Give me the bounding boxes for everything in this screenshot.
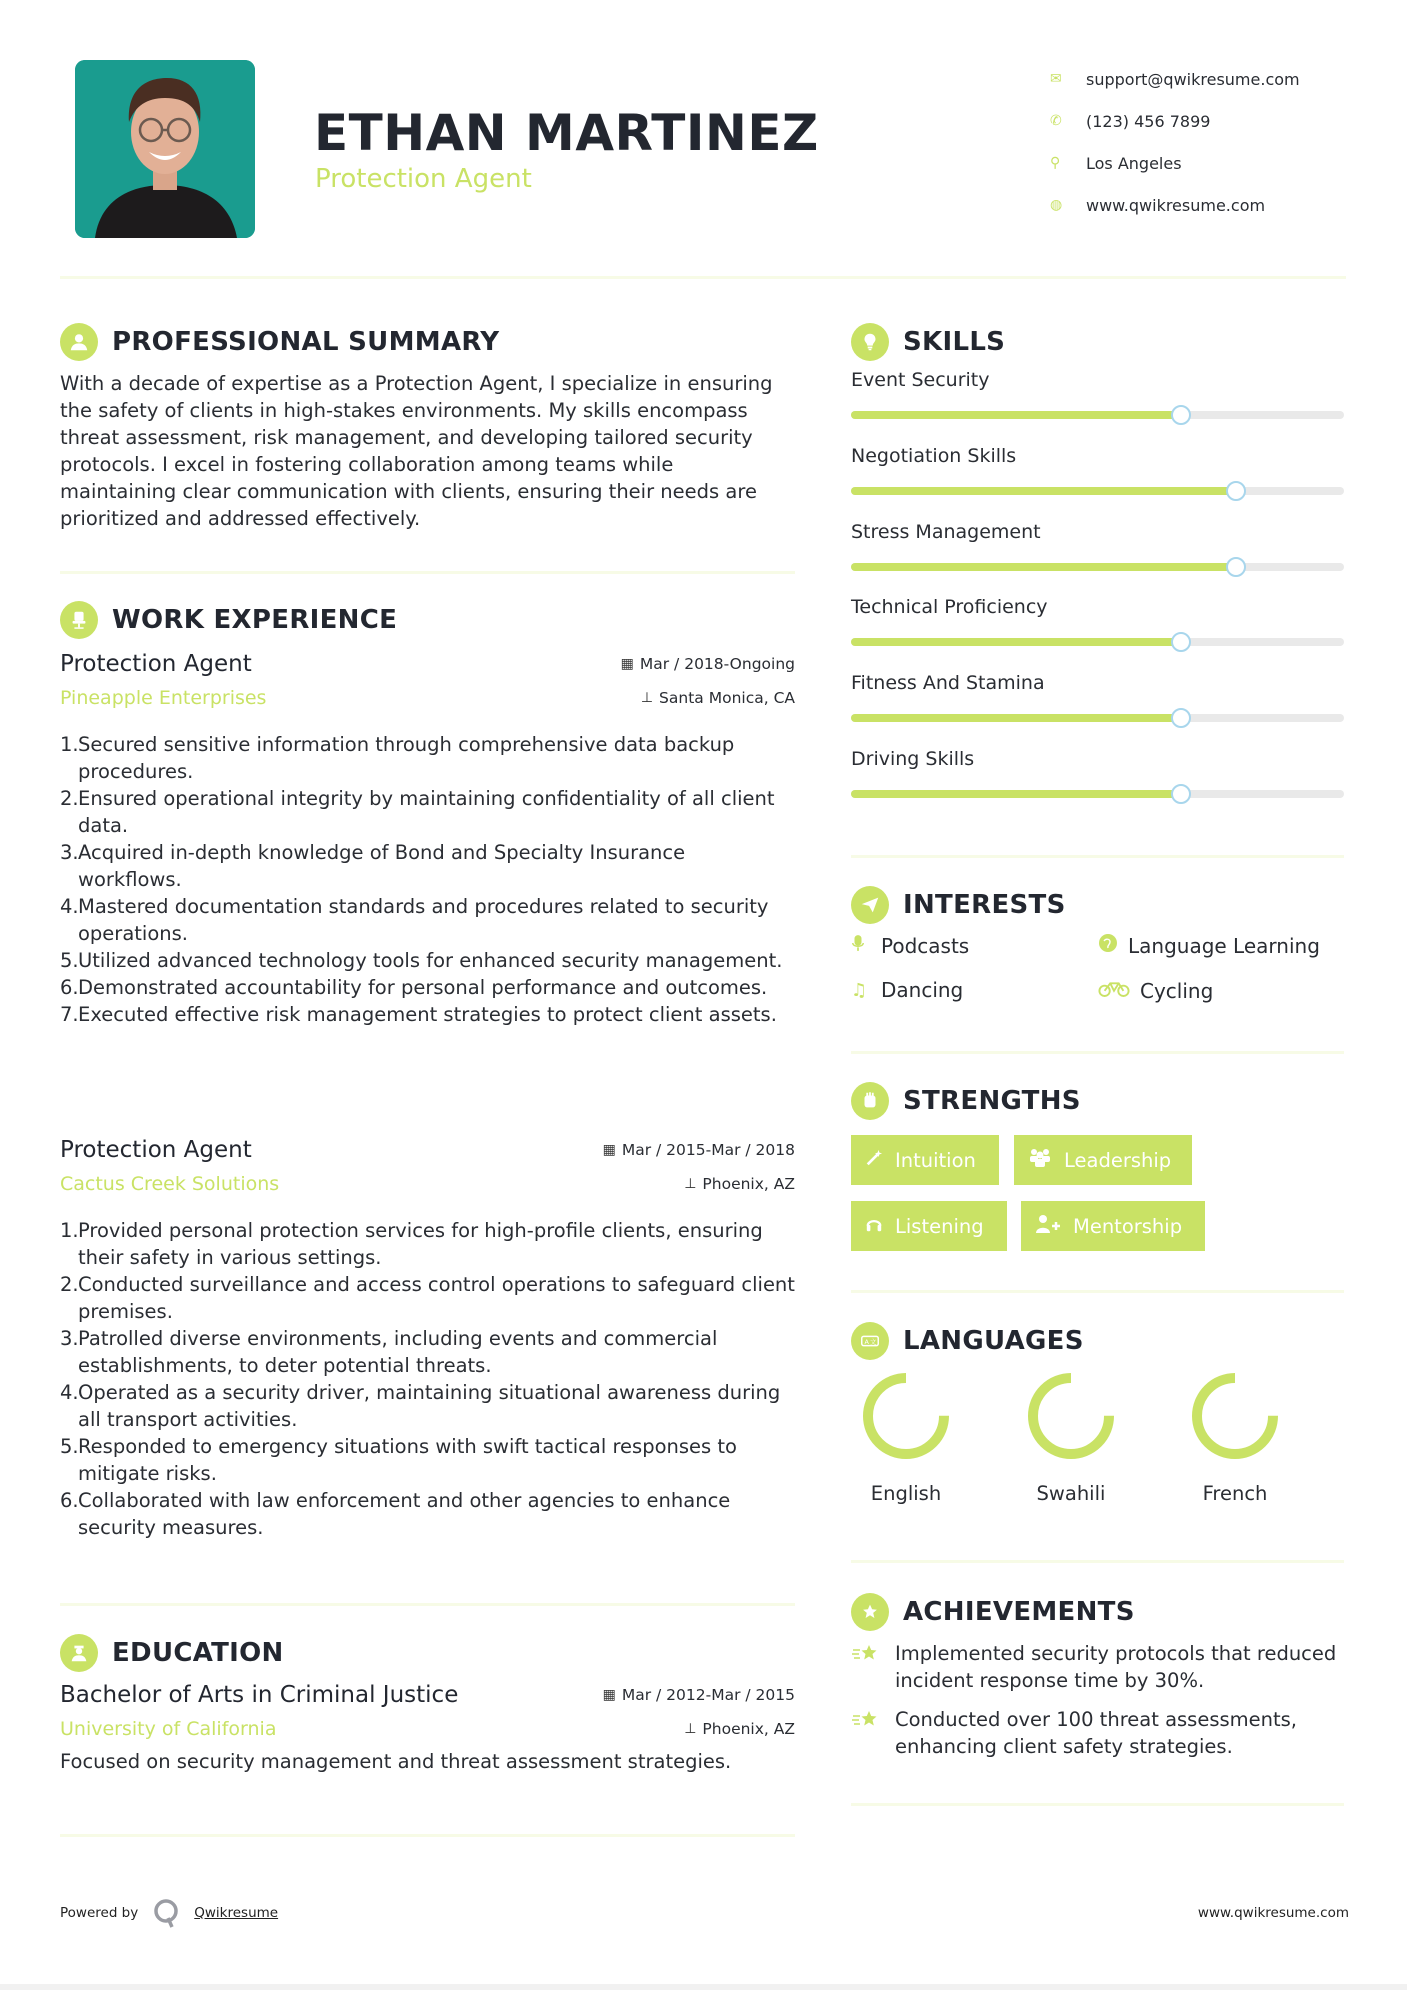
list-item: Ensured operational integrity by maintaining confidentiality of all client data. bbox=[78, 787, 775, 837]
skill-item bbox=[851, 521, 1344, 571]
section-divider bbox=[60, 1603, 795, 1606]
calendar-icon: ▦ bbox=[602, 1687, 616, 1703]
pushpin-icon: ⊥ bbox=[684, 1721, 697, 1737]
qwikresume-link[interactable]: Qwikresume bbox=[194, 1905, 279, 1921]
skill-slider[interactable] bbox=[851, 411, 1344, 419]
education-location bbox=[684, 1720, 795, 1738]
footer-website-link[interactable]: www.qwikresume.com bbox=[1197, 1905, 1349, 1921]
contact-website-text: www.qwikresume.com bbox=[1086, 195, 1266, 215]
education-description: Focused on security management and threat assessment strategies. bbox=[60, 1750, 732, 1773]
list-item: Acquired in-depth knowledge of Bond and Specialty Insurance workflows. bbox=[78, 841, 686, 891]
list-item: Conducted surveillance and access control operations to safeguard client premises. bbox=[78, 1273, 795, 1323]
language-progress-ring bbox=[860, 1370, 952, 1462]
skill-label: Fitness And Stamina bbox=[851, 672, 1045, 694]
contact-phone[interactable] bbox=[1050, 100, 1390, 142]
section-title: PROFESSIONAL SUMMARY bbox=[112, 327, 500, 357]
music-note-icon: ♫ bbox=[851, 979, 868, 1001]
skill-item bbox=[851, 369, 1344, 419]
user-plus-icon bbox=[1035, 1214, 1061, 1239]
skill-slider[interactable] bbox=[851, 714, 1344, 722]
paper-plane-icon bbox=[851, 886, 889, 924]
interest-label: Cycling bbox=[1140, 978, 1214, 1003]
shooting-star-icon bbox=[851, 1640, 895, 1694]
language-item bbox=[846, 1370, 966, 1505]
interest-item bbox=[851, 978, 963, 1002]
shooting-star-icon bbox=[851, 1706, 895, 1760]
microphone-icon bbox=[851, 933, 881, 958]
list-item: Utilized advanced technology tools for enhanced security management. bbox=[78, 949, 783, 972]
section-divider bbox=[851, 1803, 1344, 1806]
section-heading-achievements bbox=[851, 1593, 1135, 1631]
qwikresume-logo-icon bbox=[152, 1898, 180, 1928]
powered-by-text: Powered by bbox=[60, 1905, 139, 1921]
contact-location bbox=[1050, 142, 1390, 184]
education-dates bbox=[603, 1686, 795, 1704]
job-dates bbox=[621, 655, 795, 673]
skill-slider[interactable] bbox=[851, 487, 1344, 495]
section-title: EDUCATION bbox=[112, 1638, 284, 1668]
strength-chip bbox=[851, 1135, 999, 1185]
contact-website[interactable] bbox=[1050, 184, 1390, 226]
section-title: LANGUAGES bbox=[903, 1326, 1084, 1356]
job-entry bbox=[60, 647, 795, 1028]
skill-fill bbox=[851, 638, 1181, 646]
contact-email[interactable] bbox=[1050, 58, 1390, 100]
interest-item bbox=[851, 933, 969, 958]
language-progress-ring bbox=[1189, 1370, 1281, 1462]
job-location-text: Phoenix, AZ bbox=[702, 1175, 795, 1193]
section-divider bbox=[851, 1290, 1344, 1293]
footer-powered-by bbox=[60, 1898, 278, 1928]
candidate-name: ETHAN MARTINEZ bbox=[314, 104, 819, 162]
skill-fill bbox=[851, 411, 1181, 419]
skill-slider[interactable] bbox=[851, 563, 1344, 571]
list-item: Responded to emergency situations with swift tactical responses to mitigate risks. bbox=[78, 1435, 737, 1485]
list-item: Secured sensitive information through comprehensive data backup procedures. bbox=[78, 733, 735, 783]
phone-icon: ✆ bbox=[1050, 113, 1062, 129]
job-location-text: Santa Monica, CA bbox=[659, 689, 795, 707]
globe-icon bbox=[1098, 933, 1128, 958]
office-chair-icon bbox=[60, 601, 98, 639]
skill-fill bbox=[851, 714, 1181, 722]
star-badge-icon bbox=[851, 1593, 889, 1631]
job-role: Protection Agent bbox=[60, 1137, 252, 1163]
user-icon bbox=[60, 323, 98, 361]
header-divider bbox=[60, 276, 1346, 279]
interest-label: Podcasts bbox=[881, 933, 970, 958]
section-heading-interests bbox=[851, 886, 1066, 924]
skill-slider-handle[interactable] bbox=[1226, 481, 1246, 501]
headphones-icon bbox=[865, 1215, 883, 1238]
section-heading-skills bbox=[851, 323, 1005, 361]
users-icon bbox=[1028, 1148, 1052, 1173]
skill-slider[interactable] bbox=[851, 790, 1344, 798]
job-role: Protection Agent bbox=[60, 651, 252, 677]
person-photo-icon bbox=[75, 60, 255, 238]
achievement-text: Conducted over 100 threat assessments, enhancing client safety strategies. bbox=[895, 1708, 1298, 1758]
section-heading-education bbox=[60, 1634, 284, 1672]
job-location bbox=[684, 1175, 795, 1193]
job-dates bbox=[603, 1141, 795, 1159]
svg-text:文: 文 bbox=[870, 1337, 877, 1346]
section-title: ACHIEVEMENTS bbox=[903, 1597, 1135, 1627]
section-divider bbox=[851, 1560, 1344, 1563]
skill-fill bbox=[851, 790, 1181, 798]
skill-label: Negotiation Skills bbox=[851, 445, 1017, 467]
education-dates-text: Mar / 2012-Mar / 2015 bbox=[621, 1686, 795, 1704]
list-item: Provided personal protection services for high-profile clients, ensuring their safety in various settings. bbox=[78, 1219, 763, 1269]
language-item bbox=[1011, 1370, 1131, 1505]
pushpin-icon: ⊥ bbox=[684, 1176, 697, 1192]
interest-item bbox=[1098, 933, 1320, 958]
skill-label: Driving Skills bbox=[851, 748, 975, 770]
skill-slider-handle[interactable] bbox=[1171, 632, 1191, 652]
degree: Bachelor of Arts in Criminal Justice bbox=[60, 1682, 459, 1708]
skill-fill bbox=[851, 487, 1236, 495]
skill-slider-handle[interactable] bbox=[1171, 708, 1191, 728]
section-heading-strengths bbox=[851, 1082, 1081, 1120]
job-dates-text: Mar / 2015-Mar / 2018 bbox=[621, 1141, 795, 1159]
list-item: Mastered documentation standards and procedures related to security operations. bbox=[78, 895, 769, 945]
skill-slider[interactable] bbox=[851, 638, 1344, 646]
strength-chip bbox=[851, 1201, 1007, 1251]
calendar-icon: ▦ bbox=[620, 656, 634, 672]
strength-label: Intuition bbox=[895, 1148, 976, 1172]
job-bullets bbox=[60, 731, 795, 1028]
magic-wand-icon bbox=[865, 1149, 883, 1172]
contact-location-text: Los Angeles bbox=[1086, 153, 1182, 173]
skill-slider-handle[interactable] bbox=[1226, 557, 1246, 577]
section-heading-languages bbox=[851, 1322, 1084, 1360]
contact-phone-text: (123) 456 7899 bbox=[1086, 111, 1211, 131]
list-item: Demonstrated accountability for personal performance and outcomes. bbox=[78, 976, 768, 999]
job-dates-text: Mar / 2018-Ongoing bbox=[639, 655, 795, 673]
candidate-title: Protection Agent bbox=[315, 164, 532, 194]
skill-slider-handle[interactable] bbox=[1171, 784, 1191, 804]
interest-item bbox=[1098, 978, 1213, 1003]
svg-text:A: A bbox=[864, 1337, 869, 1346]
education-location-text: Phoenix, AZ bbox=[702, 1720, 795, 1738]
education-entry bbox=[60, 1678, 795, 1773]
section-divider bbox=[60, 1834, 795, 1837]
language-item bbox=[1175, 1370, 1295, 1505]
map-pin-icon: ⚲ bbox=[1050, 155, 1061, 171]
summary-text: With a decade of expertise as a Protection Agent, I specialize in ensuring the safety of clients in high-stakes environments. My skills encompass threat assessment, risk management, and developing tailored security protocols. I excel in fostering collaboration among teams while maintaining clear communication with clients, ensuring their needs are prioritized and addressed effectively. bbox=[60, 372, 773, 530]
lightbulb-icon bbox=[851, 323, 889, 361]
pushpin-icon: ⊥ bbox=[640, 690, 654, 706]
skill-item bbox=[851, 445, 1344, 495]
language-icon bbox=[851, 1322, 889, 1360]
profile-photo bbox=[75, 60, 255, 238]
section-title: WORK EXPERIENCE bbox=[112, 605, 398, 635]
globe-icon: ◍ bbox=[1050, 197, 1063, 213]
skill-item bbox=[851, 596, 1344, 646]
section-title: INTERESTS bbox=[903, 890, 1066, 920]
skill-label: Event Security bbox=[851, 369, 990, 391]
language-label: English bbox=[870, 1482, 942, 1505]
skill-item bbox=[851, 672, 1344, 722]
strength-label: Mentorship bbox=[1073, 1214, 1183, 1238]
skill-slider-handle[interactable] bbox=[1171, 405, 1191, 425]
job-location bbox=[641, 689, 795, 707]
list-item: Executed effective risk management strategies to protect client assets. bbox=[78, 1003, 777, 1026]
envelope-icon: ✉ bbox=[1050, 71, 1062, 87]
bottom-edge bbox=[0, 1984, 1407, 1990]
achievement-item bbox=[851, 1640, 1351, 1694]
strength-label: Leadership bbox=[1064, 1148, 1172, 1172]
interest-label: Dancing bbox=[881, 978, 964, 1002]
skill-item bbox=[851, 748, 1344, 798]
contact-list bbox=[1050, 58, 1390, 226]
achievement-text: Implemented security protocols that reduced incident response time by 30%. bbox=[895, 1642, 1337, 1692]
contact-email-text: support@qwikresume.com bbox=[1086, 69, 1300, 89]
skill-label: Technical Proficiency bbox=[851, 596, 1048, 618]
job-company: Cactus Creek Solutions bbox=[60, 1173, 280, 1195]
section-divider bbox=[851, 1051, 1344, 1054]
fist-icon bbox=[851, 1082, 889, 1120]
achievement-item bbox=[851, 1706, 1351, 1760]
language-label: French bbox=[1202, 1482, 1268, 1505]
language-progress-ring bbox=[1025, 1370, 1117, 1462]
section-heading-work bbox=[60, 601, 397, 639]
section-title: SKILLS bbox=[903, 327, 1006, 357]
skill-label: Stress Management bbox=[851, 521, 1041, 543]
list-item: Collaborated with law enforcement and other agencies to enhance security measures. bbox=[78, 1489, 731, 1539]
section-divider bbox=[851, 855, 1344, 858]
job-bullets bbox=[60, 1217, 795, 1541]
list-item: Operated as a security driver, maintaining situational awareness during all transport activities. bbox=[78, 1381, 781, 1431]
language-label: Swahili bbox=[1036, 1482, 1106, 1505]
section-heading-summary bbox=[60, 323, 499, 361]
strength-chip bbox=[1021, 1201, 1205, 1251]
calendar-icon: ▦ bbox=[602, 1142, 616, 1158]
interest-label: Language Learning bbox=[1128, 933, 1320, 958]
section-divider bbox=[60, 571, 795, 574]
skill-fill bbox=[851, 563, 1236, 571]
graduate-icon bbox=[60, 1634, 98, 1672]
school: University of California bbox=[60, 1718, 277, 1740]
job-entry bbox=[60, 1133, 795, 1541]
list-item: Patrolled diverse environments, including events and commercial establishments, to deter potential threats. bbox=[78, 1327, 718, 1377]
job-company: Pineapple Enterprises bbox=[60, 687, 267, 709]
bicycle-icon bbox=[1098, 978, 1140, 1003]
strength-label: Listening bbox=[895, 1214, 984, 1238]
section-title: STRENGTHS bbox=[903, 1086, 1081, 1116]
strength-chip bbox=[1014, 1135, 1192, 1185]
